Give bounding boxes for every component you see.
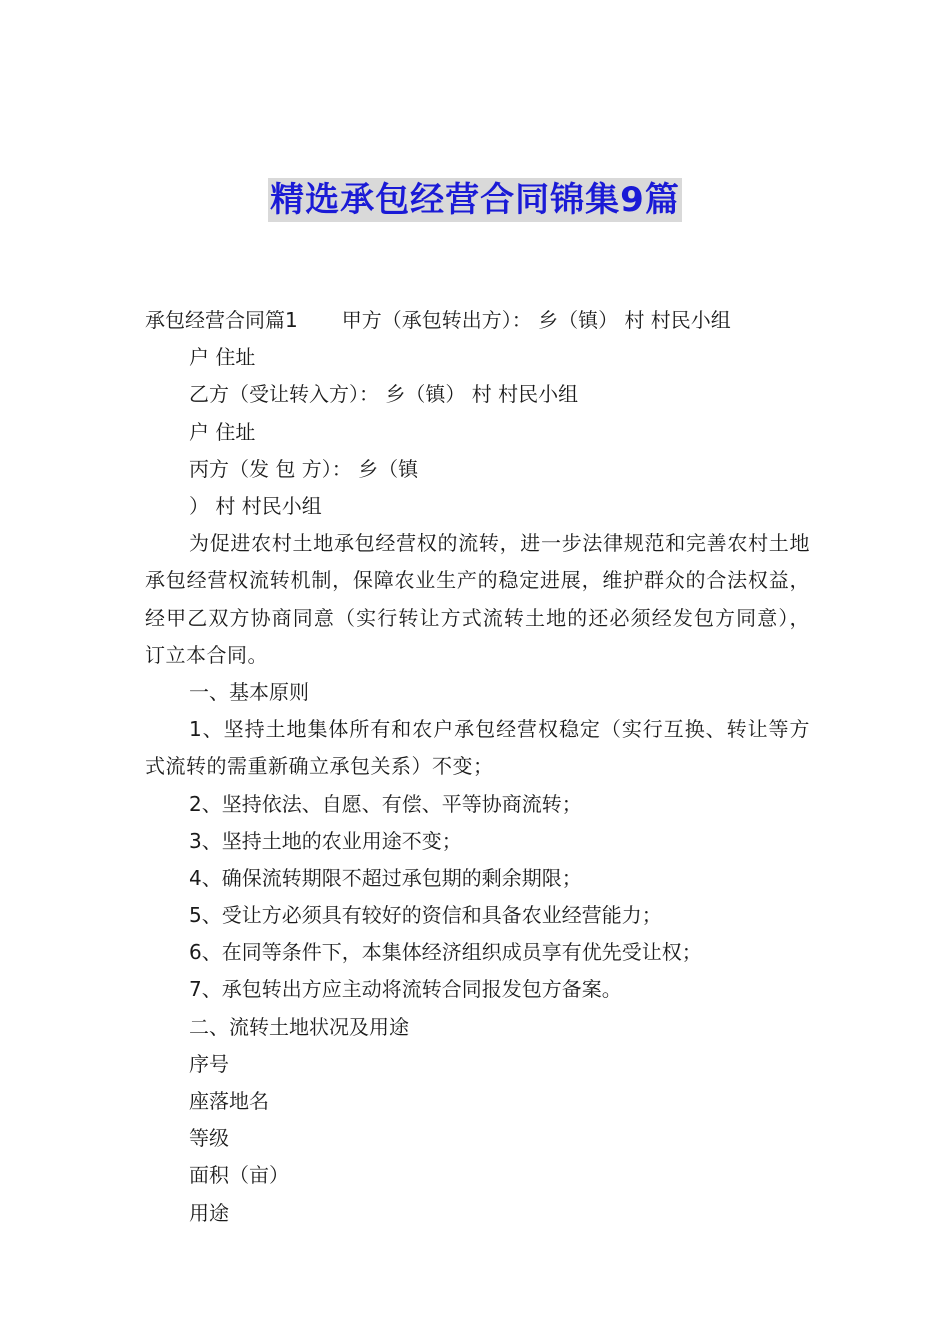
contract-heading: 承包经营合同篇1 <box>145 308 298 332</box>
table-header-usage: 用途 <box>189 1200 229 1225</box>
principle-item-7: 7、承包转出方应主动将流转合同报发包方备案。 <box>189 977 622 1002</box>
first-line <box>145 302 810 339</box>
table-header-area: 面积（亩） <box>189 1163 289 1188</box>
section-heading-land-status: 二、流转土地状况及用途 <box>189 1014 409 1039</box>
principle-item-2: 2、坚持依法、自愿、有偿、平等协商流转； <box>189 791 582 816</box>
principle-item-5: 5、受让方必须具有较好的资信和具备农业经营能力； <box>189 903 662 928</box>
table-header-serial: 序号 <box>189 1051 229 1076</box>
party-b-line: 乙方（受让转入方）： 乡（镇） 村 村民小组 <box>189 382 579 407</box>
principle-item-3: 3、坚持土地的农业用途不变； <box>189 828 462 853</box>
party-c-village-line: ） 村 村民小组 <box>189 493 322 518</box>
principle-item-4: 4、确保流转期限不超过承包期的剩余期限； <box>189 865 582 890</box>
principle-item-1: 1、坚持土地集体所有和农户承包经营权稳定（实行互换、转让等方式流转的需重新确立承包关系）不变； <box>145 717 810 779</box>
intro-paragraph: 为促进农村土地承包经营权的流转，进一步法律规范和完善农村土地承包经营权流转机制，保障农业生产的稳定进展，维护群众的合法权益，经甲乙双方协商同意（实行转让方式流转土地的还必须经发包方同意），订立本合同。 <box>145 531 810 667</box>
party-b-address-line: 户 住址 <box>189 419 256 444</box>
table-header-grade: 等级 <box>189 1126 229 1151</box>
title-container <box>0 178 950 222</box>
principle-item-6: 6、在同等条件下，本集体经济组织成员享有优先受让权； <box>189 940 702 965</box>
party-c-line: 丙方（发 包 方）： 乡（镇 <box>189 456 419 481</box>
party-a-address-line: 户 住址 <box>189 345 256 370</box>
table-header-location: 座落地名 <box>189 1089 269 1114</box>
document-body <box>145 302 810 1232</box>
document-title: 精选承包经营合同锦集9篇 <box>270 180 680 220</box>
party-a-line: 甲方（承包转出方）： 乡（镇） 村 村民小组 <box>341 308 731 332</box>
section-heading-principles: 一、基本原则 <box>189 679 309 704</box>
